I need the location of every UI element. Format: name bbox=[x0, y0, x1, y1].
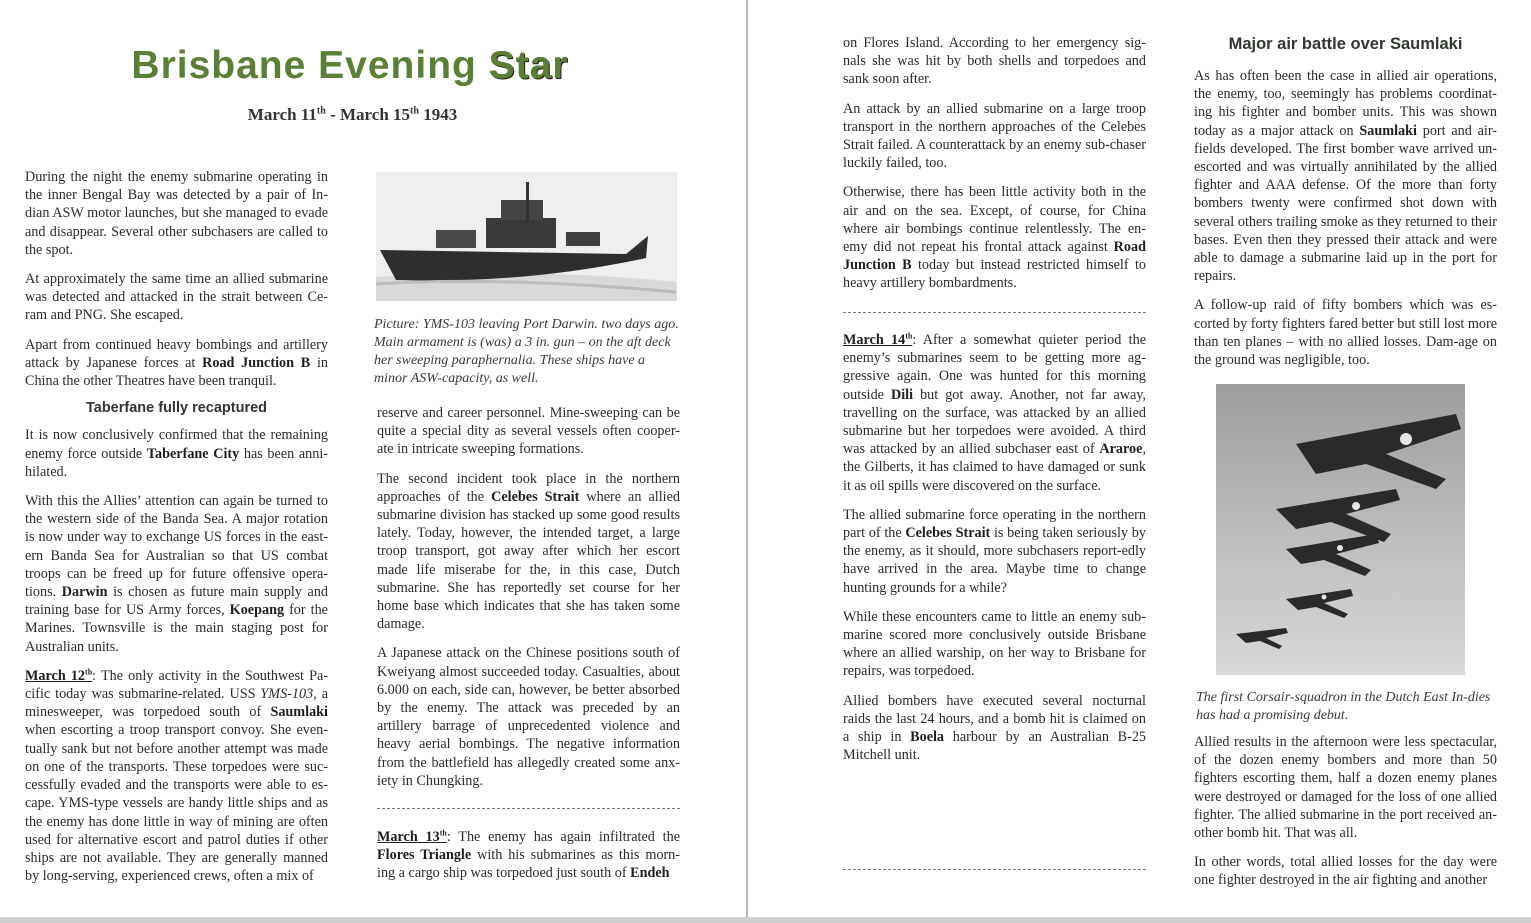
article-paragraph: As has often been the case in allied air operations, the enemy, too, seemingly has problems coordinat-ing his fighter and bomber units. This was shown today as a major attack on Saumlaki port and air-fields developed. The first bomber wave arrived un-escorted and was virtually annihilated by the allied fighter and AAA defense. Of the more than forty bombers twenty were confirmed shot down with several others trailing smoke as they returned to their bases. Even then they pressed their attack and were able to damage a submarine laid up in the port for repairs. bbox=[1194, 68, 1497, 285]
page-gutter bbox=[746, 0, 748, 923]
article-paragraph: The allied submarine force operating in the northern part of the Celebes Strait is being taken seriously by the enemy, as it should, more subchasers report-edly have arrived in the area. Maybe time to change hunting grounds for a while? bbox=[843, 506, 1146, 596]
column-1 bbox=[25, 168, 328, 896]
article-paragraph: In other words, total allied losses for the day were one fighter destroyed in the air fighting and another bbox=[1194, 854, 1497, 889]
article-paragraph: At approximately the same time an allied submarine was detected and attacked in the strait between Ce-ram and PNG. She escaped. bbox=[25, 271, 328, 324]
article-paragraph: With this the Allies’ attention can again be turned to the western side of the Banda Sea. A major rotation is now under way to exchange US forces in the east-ern Banda Sea for Australian so that US combat troops can be freed up for future offensive opera-tions. Darwin is chosen as future main supply and training base for US Army forces, Koepang for the Marines. Townsville is the main staging post for Australian units. bbox=[25, 493, 329, 655]
date-separator: - bbox=[325, 105, 340, 124]
column-4 bbox=[1194, 67, 1497, 380]
column-3-lower bbox=[843, 331, 1146, 775]
article-paragraph: During the night the enemy submarine operating in the inner Bengal Bay was detected by a pair of In-dian ASW motor launches, but she managed to evade and disappear. Several other subchasers are called to the spot. bbox=[25, 169, 328, 258]
date-heading-march-14: March 14 bbox=[843, 332, 906, 348]
article-paragraph-march-14: March 14th: After a somewhat quieter period the enemy’s submarines seem to be getting more ag-gressive again. One was hunted for this morning outside Dili but got away. Another, not far away, travelling on the surface, was attacked by an allied submarine but her torpedoes were avoided. A third was attacked by an allied subchaser east of Araroe, the Gilberts, it has claimed to have damaged or sunk it as oil spills were discovered on the surface. bbox=[843, 331, 1146, 494]
column-2 bbox=[377, 404, 680, 801]
date-heading-march-12: March 12 bbox=[25, 667, 86, 684]
article-paragraph: Allied bombers have executed several nocturnal raids the last 24 hours, and a bomb hit is claimed on a ship in Boela harbour by an Australian B-25 Mitchell unit. bbox=[843, 692, 1147, 764]
article-paragraph: on Flores Island. According to her emergency sig-nals she was hit by both shells and torpedoes and sank soon after. bbox=[843, 35, 1146, 88]
section-heading-saumlaki: Major air battle over Saumlaki bbox=[1228, 35, 1463, 53]
article-paragraph: Otherwise, there has been little activity both in the air and on the sea. Except, of course, for China where air bombings continue relentlessly. The en-emy did not repeat his frontal attack against Road Junction B today but instead restricted himself to heavy artillery bombardments. bbox=[843, 184, 1146, 292]
article-paragraph: It is now conclusively confirmed that the remaining enemy force outside Taberfane City has been anni-hilated. bbox=[25, 427, 329, 480]
article-paragraph: A Japanese attack on the Chinese positions south of Kweiyang almost succeeded today. Casualties, about 6.000 on each, side can, however, be better absorbed by the enemy. The attack was preceded by an artillery barrage of unprecedented violence and heavy aerial bombings. The negative information from the battlefield has allegedly created some anx-iety in Chungking. bbox=[377, 645, 680, 789]
date-heading-march-13: March 13 bbox=[377, 829, 440, 845]
issue-date-range bbox=[150, 105, 555, 125]
section-divider bbox=[843, 312, 1146, 313]
ship-photo bbox=[376, 172, 677, 301]
column-3 bbox=[843, 34, 1146, 304]
ship-photo-caption: Picture: YMS-103 leaving Port Darwin. two days ago. Main armament is (was) a 3 in. gun – on the aft deck her sweeping paraphernalia. These ships have a minor ASW-capacity, as well. bbox=[374, 317, 679, 386]
corsair-squadron-photo bbox=[1216, 384, 1465, 675]
article-paragraph-march-12: March 12th: The only activity in the Southwest Pa-cific today was submarine-related. USS YMS-103, a minesweeper, was torpedoed south of Saumlaki when escorting a troop transport convoy. She even-tually sank but not before another attempt was made on one of the transports. These torpedoes were suc-cessfully evaded and the transports were able to es-cape. YMS-type vessels are handy little ships and as the enemy has done little in way of mining are often used for alternative escort and patrol duties if other ships are not available. They are generally manned by long-serving, experienced crews, often a mix of bbox=[25, 667, 328, 885]
section-heading-taberfane: Taberfane fully recaptured bbox=[85, 400, 268, 417]
article-paragraph: An attack by an allied submarine on a large troop transport in the northern approaches of the Celebes Strait failed. A counterattack by an enemy sub-chaser luckily failed, too. bbox=[843, 100, 1146, 172]
date-year: 1943 bbox=[418, 105, 458, 124]
section-divider bbox=[377, 808, 680, 809]
article-paragraph: The second incident took place in the northern approaches of the Celebes Strait where an allied submarine division has stacked up some good results lately. Today, however, the intended target, a large troop transport, got away after which her escort made life miserabe for the, in this case, Dutch submarine. She has reportedly set course for her home base which indicates that she has taken some damage. bbox=[377, 470, 681, 633]
page-bottom-edge bbox=[0, 917, 1531, 923]
corsair-photo-caption: The first Corsair-squadron in the Dutch East In-dies has had a promising debut. bbox=[1196, 690, 1491, 723]
column-4-lower bbox=[1194, 733, 1497, 901]
article-paragraph-march-13: March 13th: The enemy has again infiltrated the Flores Triangle with his submarines as this morn-ing a cargo ship was torpedoed just south of Endeh bbox=[377, 828, 680, 882]
newspaper-masthead bbox=[60, 44, 640, 88]
section-divider-bottom bbox=[843, 869, 1146, 870]
article-paragraph: Apart from continued heavy bombings and artillery attack by Japanese forces at Road Junction B in China the other Theatres have been tranquil. bbox=[25, 336, 329, 390]
date-start-suffix: th bbox=[316, 105, 326, 117]
article-paragraph: Allied results in the afternoon were less spectacular, of the dozen enemy bombers and more than 50 fighters escorting them, half a dozen enemy planes were destroyed or damaged for the loss of one allied fighter. The allied submarine in the port received an-other bomb hit. That was all. bbox=[1194, 734, 1497, 842]
masthead-title-star: Star bbox=[488, 44, 569, 87]
date-start: March 11 bbox=[247, 105, 317, 124]
article-paragraph: reserve and career personnel. Mine-sweeping can be quite a special dity as several vessels often cooper-ate in intricate sweeping formations. bbox=[377, 405, 680, 458]
article-paragraph: A follow-up raid of fifty bombers which was es-corted by forty fighters fared better but still lost more than ten planes – with no allied losses. Dam-age on the ground was negligible, too. bbox=[1194, 297, 1497, 369]
article-paragraph: While these encounters came to little an enemy sub-marine scored more conclusively outside Brisbane where an allied warship, on her way to Brisbane for repairs, was torpedoed. bbox=[843, 608, 1146, 680]
masthead-title: Brisbane Evening bbox=[131, 44, 477, 87]
date-end-suffix: th bbox=[410, 105, 419, 117]
date-end: March 15 bbox=[339, 105, 411, 124]
